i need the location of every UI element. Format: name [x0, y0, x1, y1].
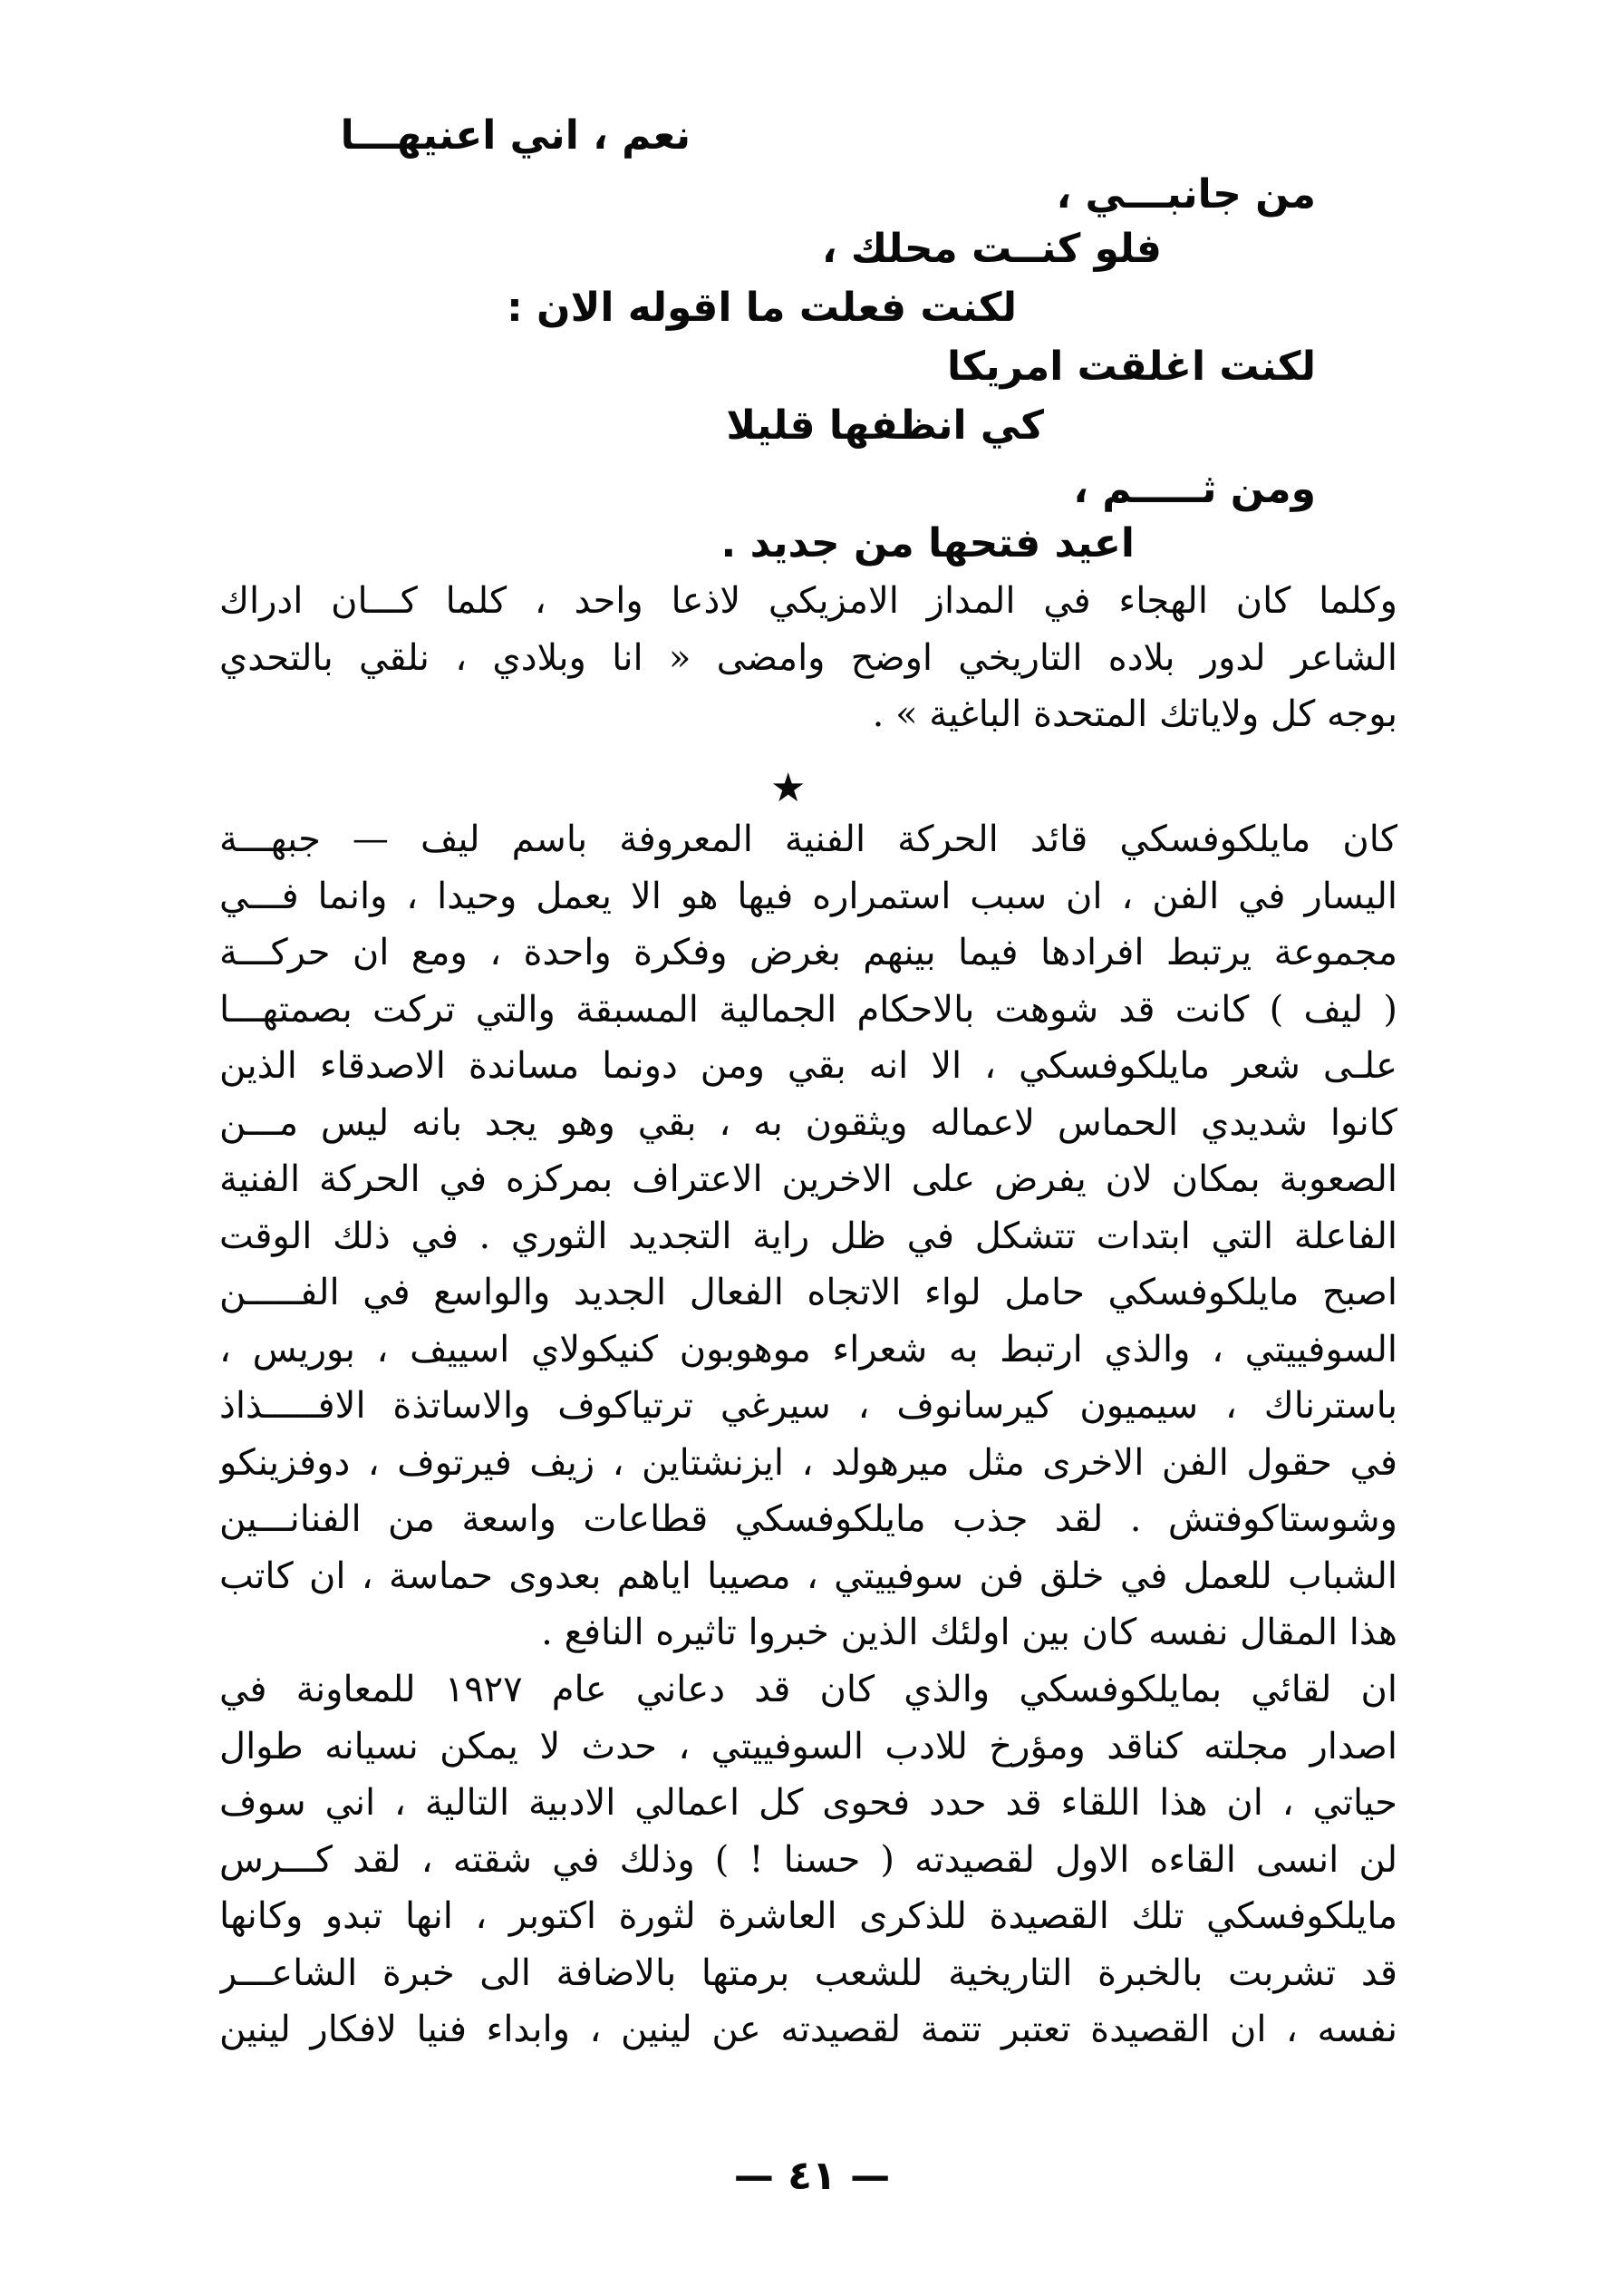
paragraph-1-line: الشاعر لدور بلاده التاريخي اوضح وامضى « انا وبلادي ، نلقي بالتحدي	[219, 636, 1397, 679]
poem-line-5: لكنت اغلقت امريكا	[947, 344, 1316, 390]
paragraph-2-line: في حقول الفن الاخرى مثل ميرهولد ، ايزنشتاين ، زيف فيرتوف ، دوفزينكو	[219, 1441, 1397, 1484]
poem-line-8: اعيد فتحها من جديد .	[720, 520, 1135, 566]
paragraph-2-line: اصبح مايلكوفسكي حامل لواء الاتجاه الفعال الجديد والواسع في الفـــــن	[219, 1272, 1397, 1313]
paragraph-2-line: هذا المقال نفسه كان بين اولئك الذين خبروا تاثيره النافع .	[541, 1612, 1397, 1653]
paragraph-3-line: لن انسى القاءه الاول لقصيدته ( حسنا ! ) وذلك في شقته ، لقد كـــرس	[219, 1838, 1397, 1881]
poem-line-7: ومن ثـــــم ،	[1073, 466, 1316, 512]
paragraph-3-line: قد تشربت بالخبرة التاريخية للشعب برمتها بالاضافة الى خبرة الشاعـــر	[219, 1951, 1397, 1994]
paragraph-3-line: حياتي ، ان هذا اللقاء قد حدد فحوى كل اعمالي الادبية التالية ، اني سوف	[219, 1782, 1397, 1824]
paragraph-2-line: اليسار في الفن ، ان سبب استمراره فيها هو الا يعمل وحيدا ، وانما فـــي	[219, 875, 1397, 917]
star-separator-icon: ★	[770, 765, 807, 811]
paragraph-1-line: وكلما كان الهجاء في المداز الامزيكي لاذعا واحد ، كلما كـــان ادراك	[219, 580, 1397, 622]
paragraph-2-line: علـى شعر مايلكوفسكي ، الا انه بقي ومن دونما مساندة الاصدقاء الذين	[219, 1045, 1397, 1087]
paragraph-2-line: الصعوبة بمكان لان يفرض على الاخرين الاعتراف بمركزه في الحركة الفنية	[219, 1158, 1397, 1200]
paragraph-2-line: الشباب للعمل في خلق فن سوفييتي ، مصيبا اياهم بعدوى حماسة ، ان كاتب	[219, 1554, 1397, 1597]
paragraph-1-line: بوجه كل ولاياتك المتحدة الباغية » .	[872, 693, 1397, 735]
paragraph-2-line: باسترناك ، سيميون كيرسانوف ، سيرغي ترتياكوف والاساتذة الافـــــذاذ	[219, 1385, 1397, 1427]
poem-line-6: كي انظفها قليلا	[726, 402, 1044, 449]
paragraph-1	[219, 573, 1397, 743]
paragraph-2	[219, 811, 1397, 1661]
paragraph-2-line: الفاعلة التي ابتدات تتشكل في ظل راية التجديد الثوري . في ذلك الوقت	[219, 1215, 1397, 1257]
poem-line-4: لكنت فعلت ما اقوله الان :	[507, 285, 1017, 331]
poem-line-2: من جانبـــي ،	[1056, 171, 1316, 218]
poem-line-1: نعم ، اني اعنيهـــا	[340, 112, 691, 159]
paragraph-3-line: مايلكوفسكي تلك القصيدة للذكرى العاشرة لثورة اكتوبر ، انها تبدو وكانها	[219, 1895, 1397, 1937]
paragraph-3-line: ان لقائي بمايلكوفسكي والذي كان قد دعاني عام ١٩٢٧ للمعاونة في	[219, 1669, 1397, 1710]
paragraph-2-line: مجموعة يرتبط افرادها فيما بينهم بغرض وفكرة واحدة ، ومع ان حركـــة	[219, 932, 1397, 973]
poem-line-3: فلو كنــت محلك ،	[821, 226, 1162, 272]
paragraph-3	[219, 1661, 1397, 2058]
paragraph-2-line: ( ليف ) كانت قد شوهت بالاحكام الجمالية المسبقة والتي تركت بصمتهـــا	[219, 988, 1397, 1031]
page-number: — ٤١ —	[733, 2153, 891, 2199]
paragraph-2-line: كان مايلكوفسكي قائد الحركة الفنية المعروفة باسم ليف — جبهـــة	[219, 818, 1397, 860]
paragraph-3-line: نفسه ، ان القصيدة تعتبر تتمة لقصيدته عن لينين ، وابداء فنيا لافكار لينين	[219, 2009, 1397, 2050]
paragraph-2-line: كانوا شديدي الحماس لاعماله ويثقون به ، بقي وهو يجد بانه ليس مـــن	[219, 1101, 1397, 1144]
paragraph-3-line: اصدار مجلته كناقد ومؤرخ للادب السوفييتي ، حدث لا يمكن نسيانه طوال	[219, 1725, 1397, 1767]
paragraph-2-line: السوفييتي ، والذي ارتبط به شعراء موهوبون كنيكولاي اسييف ، بوريس ،	[219, 1328, 1397, 1370]
paragraph-2-line: وشوستاكوفتش . لقد جذب مايلكوفسكي قطاعات واسعة من الفنانـــين	[219, 1498, 1397, 1540]
